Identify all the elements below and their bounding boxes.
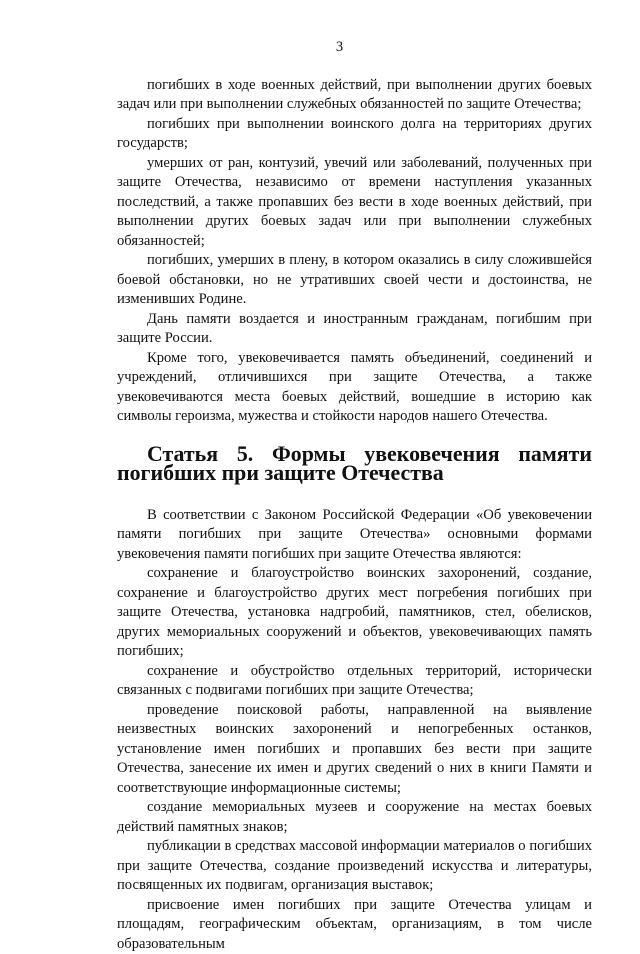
paragraph: погибших, умерших в плену, в котором оказались в силу сложившейся боевой обстановки, но не утративших своей чести и достоинства, не изменивших Родине.	[117, 251, 592, 310]
paragraph: создание мемориальных музеев и сооружение на местах боевых действий памятных знаков;	[117, 798, 592, 837]
paragraph: проведение поисковой работы, направленной на выявление неизвестных воинских захоронений и непогребенных останков, установление имен погибших и пропавших без вести при защите Отечества, занесение их имен и других сведений о них в книги Памяти и соответствующие информационные системы;	[117, 701, 592, 799]
paragraph: Дань памяти воздается и иностранным гражданам, погибшим при защите России.	[117, 310, 592, 349]
paragraph: умерших от ран, контузий, увечий или заболеваний, полученных при защите Отечества, независимо от времени наступления указанных последствий, а также пропавших без вести в ходе военных действий, при выполнении других боевых задач или при выполнении служебных обязанностей;	[117, 154, 592, 252]
paragraph: В соответствии с Законом Российской Федерации «Об увековечении памяти погибших при защите Отечества» основными формами увековечения памяти погибших при защите Отечества являются:	[117, 506, 592, 565]
paragraphs-after	[117, 506, 592, 954]
paragraphs-before	[117, 76, 592, 427]
paragraph: публикации в средствах массовой информации материалов о погибших при защите Отечества, создание произведений искусства и литературы, посвященных их подвигам, организация выставок;	[117, 837, 592, 896]
paragraph: погибших в ходе военных действий, при выполнении других боевых задач или при выполнении служебных обязанностей по защите Отечества;	[117, 76, 592, 115]
article-heading: Статья 5. Формы увековечения памяти погибших при защите Отечества	[117, 444, 592, 483]
paragraph: сохранение и обустройство отдельных территорий, исторически связанных с подвигами погибших при защите Отечества;	[117, 662, 592, 701]
page-number: 3	[117, 38, 592, 58]
paragraph: погибших при выполнении воинского долга на территориях других государств;	[117, 115, 592, 154]
paragraph: сохранение и благоустройство воинских захоронений, создание, сохранение и благоустройство других мест погребения погибших при защите Отечества, установка надгробий, памятников, стел, обелисков, других мемориальных сооружений и объектов, увековечивающих память погибших;	[117, 564, 592, 662]
paragraph: присвоение имен погибших при защите Отечества улицам и площадям, географическим объектам, организациям, в том числе образовательным	[117, 896, 592, 954]
paragraph: Кроме того, увековечивается память объединений, соединений и учреждений, отличившихся при защите Отечества, а также увековечиваются места боевых действий, вошедшие в историю как символы героизма, мужества и стойкости народов нашего Отечества.	[117, 349, 592, 427]
